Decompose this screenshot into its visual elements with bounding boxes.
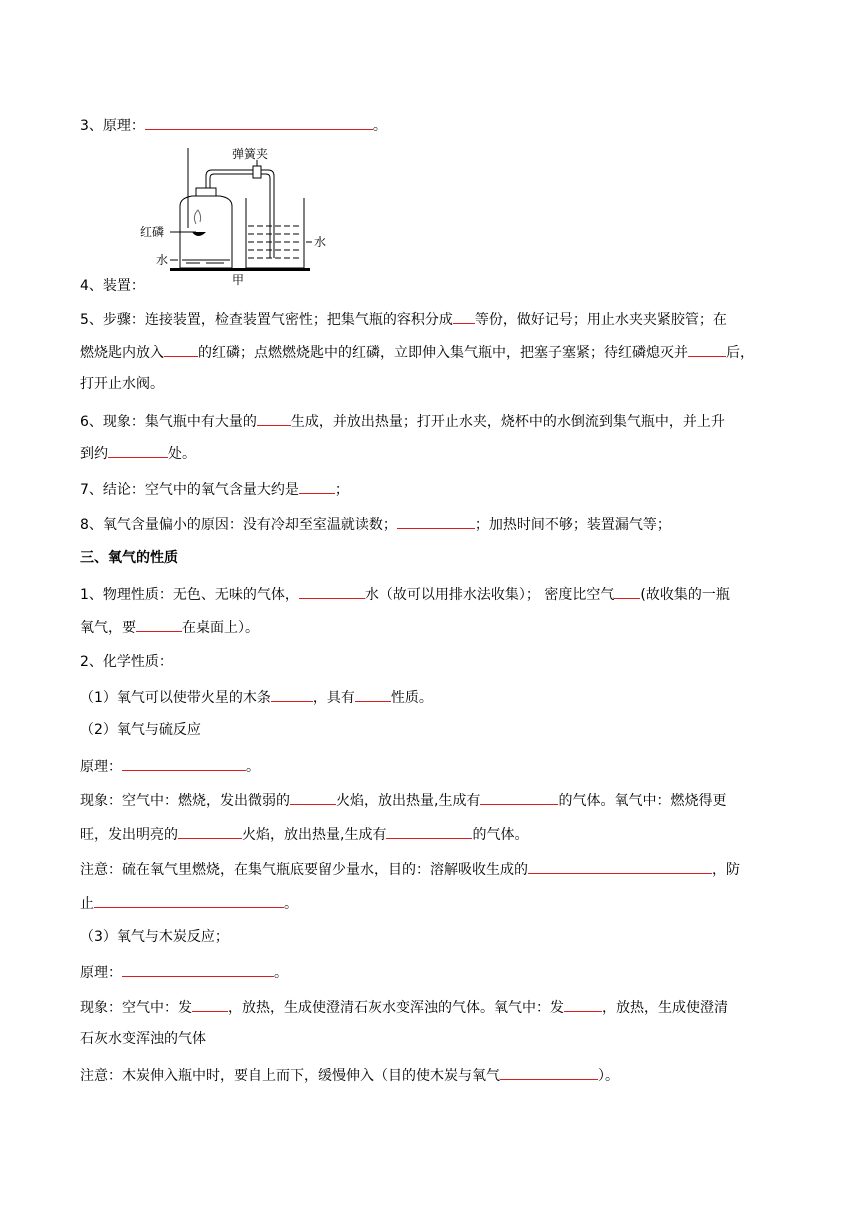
- blank: [164, 341, 198, 357]
- text: 6、现象：集气瓶中有大量的: [80, 414, 257, 430]
- text: 的气体。氧气中：燃烧得更: [558, 793, 727, 809]
- text: 处。: [168, 446, 196, 462]
- blank: [271, 686, 313, 702]
- text: ，具有: [312, 690, 355, 706]
- text: 现象：空气中：发: [80, 1000, 192, 1016]
- text: ；加热时间不够；装置漏气等；: [474, 517, 671, 533]
- blank: [355, 686, 391, 702]
- text: 水（故可以用排水法收集）； 密度比空气: [364, 587, 615, 603]
- sulfur-principle-line: [80, 755, 260, 777]
- text: 。: [284, 896, 298, 912]
- red-phosphorus-label: 红磷: [140, 225, 165, 239]
- text: 现象：空气中：燃烧，发出微弱的: [80, 793, 290, 809]
- smoke: [194, 210, 200, 224]
- blank: [397, 513, 475, 529]
- steps-line-1: [80, 308, 727, 330]
- carbon-phenomenon-line-2: [80, 1029, 206, 1049]
- text: 火焰，放出热量,生成有: [242, 827, 387, 843]
- glass-tube: [206, 170, 274, 258]
- text: 。: [274, 965, 288, 981]
- sulfur-note-line-1: [80, 858, 740, 880]
- text: 等份，做好记号；用止水夹夹紧胶管；在: [474, 312, 727, 328]
- text: 原理：: [80, 759, 122, 775]
- text: 5、步骤：连接装置，检查装置气密性；把集气瓶的容积分成: [80, 312, 453, 328]
- text: 4、装置：: [80, 278, 145, 294]
- steps-line-3: [80, 374, 164, 394]
- reason-line: [80, 513, 671, 535]
- phenomenon-line-1: [80, 410, 725, 432]
- item-3-heading: [80, 927, 229, 947]
- sulfur-note-line-2: [80, 892, 298, 914]
- blank: [299, 478, 335, 494]
- text: 原理：: [80, 965, 122, 981]
- text: 旺，发出明亮的: [80, 827, 178, 843]
- text: 2、化学性质：: [80, 654, 173, 670]
- text: (故收集的一瓶: [640, 587, 730, 603]
- text: （3）氧气与木炭反应；: [80, 929, 229, 945]
- blank: [178, 823, 242, 839]
- carbon-phenomenon-line-1: [80, 996, 728, 1018]
- blank: [145, 114, 373, 130]
- text: 后，: [726, 345, 754, 361]
- text: 3、原理：: [80, 118, 145, 134]
- blank: [192, 996, 228, 1012]
- water-label-right: 水: [314, 235, 327, 249]
- blank: [136, 616, 182, 632]
- blank: [290, 789, 336, 805]
- text: 8、氧气含量偏小的原因：没有冷却至室温就读数；: [80, 517, 397, 533]
- spring-clip-label: 弹簧夹: [232, 147, 269, 161]
- blank: [564, 996, 602, 1012]
- spring-clip: [253, 166, 261, 178]
- text: 到约: [80, 446, 108, 462]
- text: 1、物理性质：无色、无味的气体，: [80, 587, 299, 603]
- blank: [500, 1064, 598, 1080]
- text: ，防: [712, 862, 740, 878]
- text: 性质。: [390, 690, 433, 706]
- principle-line: [80, 114, 387, 136]
- text: 在桌面上）。: [182, 620, 259, 636]
- apparatus-figure: [140, 140, 340, 286]
- blank: [386, 823, 472, 839]
- figure-caption: 甲: [232, 273, 245, 286]
- text: 三、氧气的性质: [80, 550, 178, 566]
- item-2-heading: [80, 720, 201, 740]
- blank: [257, 410, 291, 426]
- text: ，放热，生成使澄清石灰水变浑浊的气体。氧气中：发: [228, 1000, 564, 1016]
- text: （2）氧气与硫反应: [80, 722, 201, 738]
- blank: [122, 961, 274, 977]
- blank: [614, 583, 640, 599]
- blank: [122, 755, 246, 771]
- blank: [453, 308, 475, 324]
- carbon-principle-line: [80, 961, 288, 983]
- section-heading: [80, 548, 178, 568]
- text: 燃烧匙内放入: [80, 345, 164, 361]
- sulfur-phenomenon-line-2: [80, 823, 528, 845]
- blank: [299, 583, 365, 599]
- text: 的气体。: [472, 827, 529, 843]
- text: ，放热，生成使澄清: [602, 1000, 728, 1016]
- beaker: [246, 198, 304, 268]
- text: 。: [372, 118, 387, 134]
- water-label-left: 水: [156, 253, 169, 267]
- text: 的红磷；点燃燃烧匙中的红磷，立即伸入集气瓶中，把塞子塞紧；待红磷熄灭并: [198, 345, 688, 361]
- text: 氧气，要: [80, 620, 136, 636]
- text: 7、结论：空气中的氧气含量大约是: [80, 482, 299, 498]
- text: 。: [246, 759, 260, 775]
- conclusion-line: [80, 478, 349, 500]
- blank: [528, 858, 712, 874]
- text: 石灰水变浑浊的气体: [80, 1031, 206, 1047]
- apparatus-line: [80, 276, 145, 296]
- physical-property-line-1: [80, 583, 730, 605]
- text: 注意：木炭伸入瓶中时，要自上而下，缓慢伸入（目的使木炭与氧气: [80, 1068, 500, 1084]
- text: 止: [80, 896, 94, 912]
- text: 注意：硫在氧气里燃烧，在集气瓶底要留少量水，目的：溶解吸收生成的: [80, 862, 528, 878]
- text: 火焰，放出热量,生成有: [336, 793, 481, 809]
- item-1-line: [80, 686, 433, 708]
- text: ）。: [598, 1068, 619, 1084]
- carbon-note-line: [80, 1064, 619, 1086]
- glass-tube-inner: [210, 174, 270, 258]
- chemical-property-line: [80, 652, 173, 672]
- blank: [688, 341, 726, 357]
- phenomenon-line-2: [80, 442, 196, 464]
- text: 生成，并放出热量；打开止水夹，烧杯中的水倒流到集气瓶中，并上升: [290, 414, 725, 430]
- text: 打开止水阀。: [80, 376, 164, 392]
- text: ；: [334, 482, 349, 498]
- spoon-bowl: [192, 232, 206, 236]
- blank: [108, 442, 168, 458]
- sulfur-phenomenon-line-1: [80, 789, 726, 811]
- steps-line-2: [80, 341, 754, 363]
- physical-property-line-2: [80, 616, 259, 638]
- text: （1）氧气可以使带火星的木条: [80, 690, 271, 706]
- table: [170, 268, 310, 271]
- blank: [94, 892, 284, 908]
- blank: [480, 789, 558, 805]
